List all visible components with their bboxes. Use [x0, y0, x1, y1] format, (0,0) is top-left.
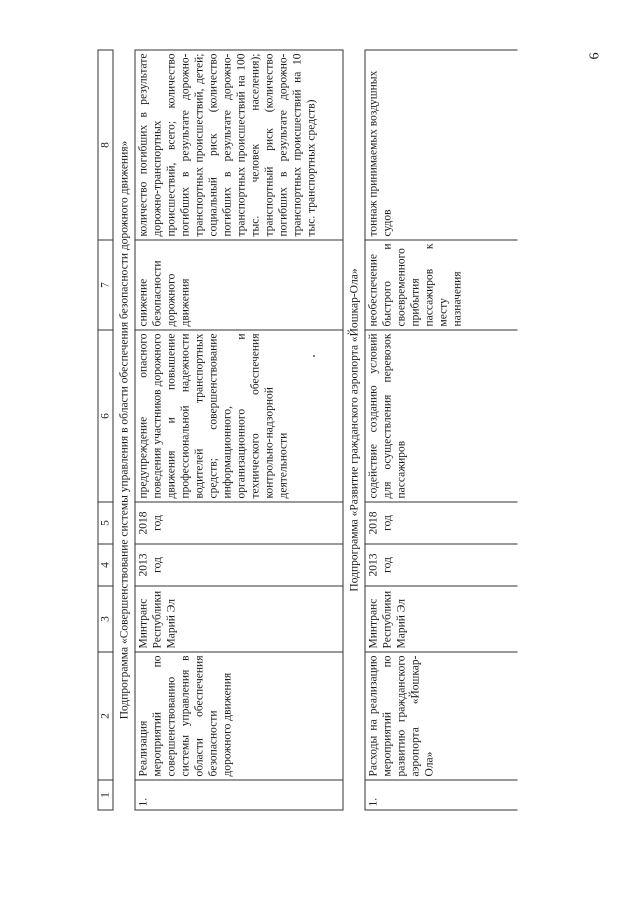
header-cell: 2 [98, 652, 113, 780]
row-number: 1. [365, 780, 518, 810]
end-year: 2018 год [135, 502, 343, 544]
subprogram-title: Подпрограмма «Развитие гражданского аэропорта «Йошкар-Ола» [343, 50, 365, 810]
header-cell: 7 [98, 240, 113, 330]
subprogram-title: Подпрограмма «Совершенствование системы управления в области обеспечения безопасности дорожного движения» [113, 50, 135, 810]
executor: Минтранс Республики Марий Эл [365, 586, 518, 652]
subprogram-title-row [343, 50, 365, 810]
header-cell: 4 [98, 544, 113, 586]
page-number: 6 [587, 52, 603, 60]
expected-result: предупреждение опасного поведения участников дорожного движения и повышение профессиональной надежности водителей транспортных средств; совершенствование информационного, организационного и технического обеспечения контрольно-надзорной деятельности [135, 330, 343, 502]
header-cell: 8 [98, 50, 113, 240]
measure-name: Реализация мероприятий по совершенствованию системы управления в области обеспечения безопасности дорожного движения [135, 652, 343, 780]
non-implementation-consequence: необеспечение быстрого и своевременного прибытия пассажиров к месту назначения [365, 240, 518, 330]
expected-result: содействие созданию условий для осуществления перевозок пассажиров [365, 330, 518, 502]
start-year: 2013 год [365, 544, 518, 586]
start-year: 2013 год [135, 544, 343, 586]
header-cell: 3 [98, 586, 113, 652]
header-cell: 1 [98, 780, 113, 810]
non-implementation-consequence: снижение безопасности дорожного движения [135, 240, 343, 330]
row-number: 1. [135, 780, 343, 810]
header-cell: 5 [98, 502, 113, 544]
table-row [365, 50, 518, 810]
table-header-row [98, 50, 113, 810]
end-year: 2018 год [365, 502, 518, 544]
indicators: тоннаж принимаемых воздушных судов [365, 50, 518, 240]
executor: Минтранс Республики Марий Эл [135, 586, 343, 652]
table-row [135, 50, 343, 810]
rotated-table-container [98, 51, 593, 811]
subprogram-title-row [113, 50, 135, 810]
measure-name: Расходы на реализацию мероприятий по развитию гражданского аэропорта «Йошкар-Ола» [365, 652, 518, 780]
indicators: количество погибших в результате дорожно-транспортных происшествий, всего; количество погибших в результате дорожно-транспортных происшествий, детей; социальный риск (количество погибших в результате дорожно-транспортных происшествий на 100 тыс. человек населения); транспортный риск (количество погибших в результате дорожно-транспортных происшествий на 10 тыс. транспортных средств) [135, 50, 343, 240]
program-table [98, 50, 518, 811]
header-cell: 6 [98, 330, 113, 502]
